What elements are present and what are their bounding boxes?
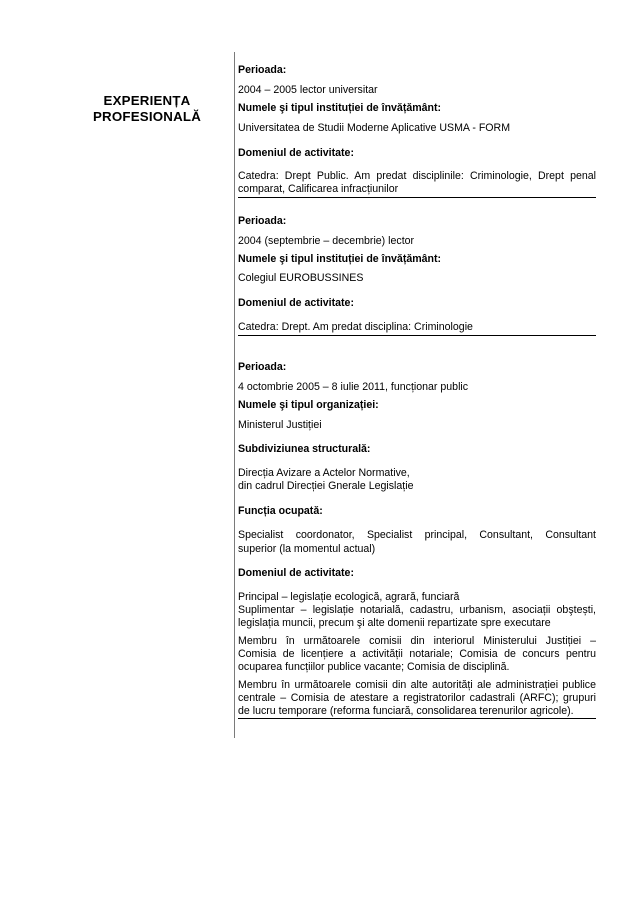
entry3-org: Ministerul Justiției — [238, 419, 322, 431]
entry3-org-label: Numele şi tipul organizației: — [238, 399, 379, 411]
entry3-separator — [238, 718, 596, 719]
entry3-domain-label: Domeniul de activitate: — [238, 567, 354, 579]
entry3-domain-main: Principal – legislație ecologică, agrară, funciară — [238, 591, 460, 603]
entry3-committee2-line3: de lucru temporare (reforma funciară, consolidarea terenurilor agricole). — [238, 705, 574, 717]
entry3-period-label: Perioada: — [238, 361, 287, 373]
entry3-committee1-line1: Membru în următoarele comisii din interiorul Ministerului Justiției – — [238, 635, 596, 647]
entry3-function-line1: Specialist coordonator, Specialist principal, Consultant, Consultant — [238, 529, 596, 541]
entry2-period-label: Perioada: — [238, 215, 287, 227]
entry3-subdivision-line2: din cadrul Direcției Gnerale Legislație — [238, 480, 414, 492]
entry1-separator — [238, 197, 596, 198]
section-title — [88, 93, 206, 125]
entry2-period: 2004 (septembrie – decembrie) lector — [238, 235, 415, 247]
entry1-domain-label: Domeniul de activitate: — [238, 147, 354, 159]
entry2-institution: Colegiul EUROBUSSINES — [238, 272, 364, 284]
entry1-period: 2004 – 2005 lector universitar — [238, 84, 378, 96]
entry2-separator — [238, 335, 596, 336]
entry2-domain-label: Domeniul de activitate: — [238, 297, 354, 309]
entry1-institution: Universitatea de Studii Moderne Aplicative USMA - FORM — [238, 122, 511, 134]
entry3-function-line2: superior (la momentul actual) — [238, 543, 376, 555]
entry3-committee1-line3: ocuparea funcțiilor publice vacante; Comisia de disciplină. — [238, 661, 510, 673]
entry1-domain-line1: Catedra: Drept Public. Am predat disciplinile: Criminologie, Drept penal — [238, 170, 596, 182]
entry3-period: 4 octombrie 2005 – 8 iulie 2011, funcționar public — [238, 381, 469, 393]
entry2-institution-label: Numele şi tipul instituției de învățământ: — [238, 253, 442, 265]
entry3-subdivision-line1: Direcția Avizare a Actelor Normative, — [238, 467, 410, 479]
entry3-committee2-line1: Membru în următoarele comisii din alte autorități ale administrației publice — [238, 679, 596, 691]
entry1-institution-label: Numele şi tipul instituției de învățământ: — [238, 102, 442, 114]
entry3-function-label: Funcția ocupată: — [238, 505, 323, 517]
entry3-domain-secondary-line2: legislația muncii, precum şi alte domenii repartizate spre executare — [238, 617, 551, 629]
entry3-committee2-line2: centrale – Comisia de atestare a registratorilor cadastrali (ARFC); grupuri — [238, 692, 596, 704]
section-title-line1: EXPERIENȚA — [103, 93, 191, 108]
entry3-subdivision-label: Subdiviziunea structurală: — [238, 443, 371, 455]
entry1-period-label: Perioada: — [238, 64, 287, 76]
entry3-committee1-line2: Comisia de licențiere a activității notariale; Comisia de concurs pentru — [238, 648, 596, 660]
entry2-domain: Catedra: Drept. Am predat disciplina: Criminologie — [238, 321, 473, 333]
section-title-line2: PROFESIONALĂ — [92, 109, 202, 124]
vertical-divider — [234, 52, 235, 738]
entry1-domain-line2: comparat, Calificarea infracțiunilor — [238, 183, 399, 195]
entry3-domain-secondary-line1: Suplimentar – legislație notarială, cadastru, urbanism, asociații obştești, — [238, 604, 596, 616]
